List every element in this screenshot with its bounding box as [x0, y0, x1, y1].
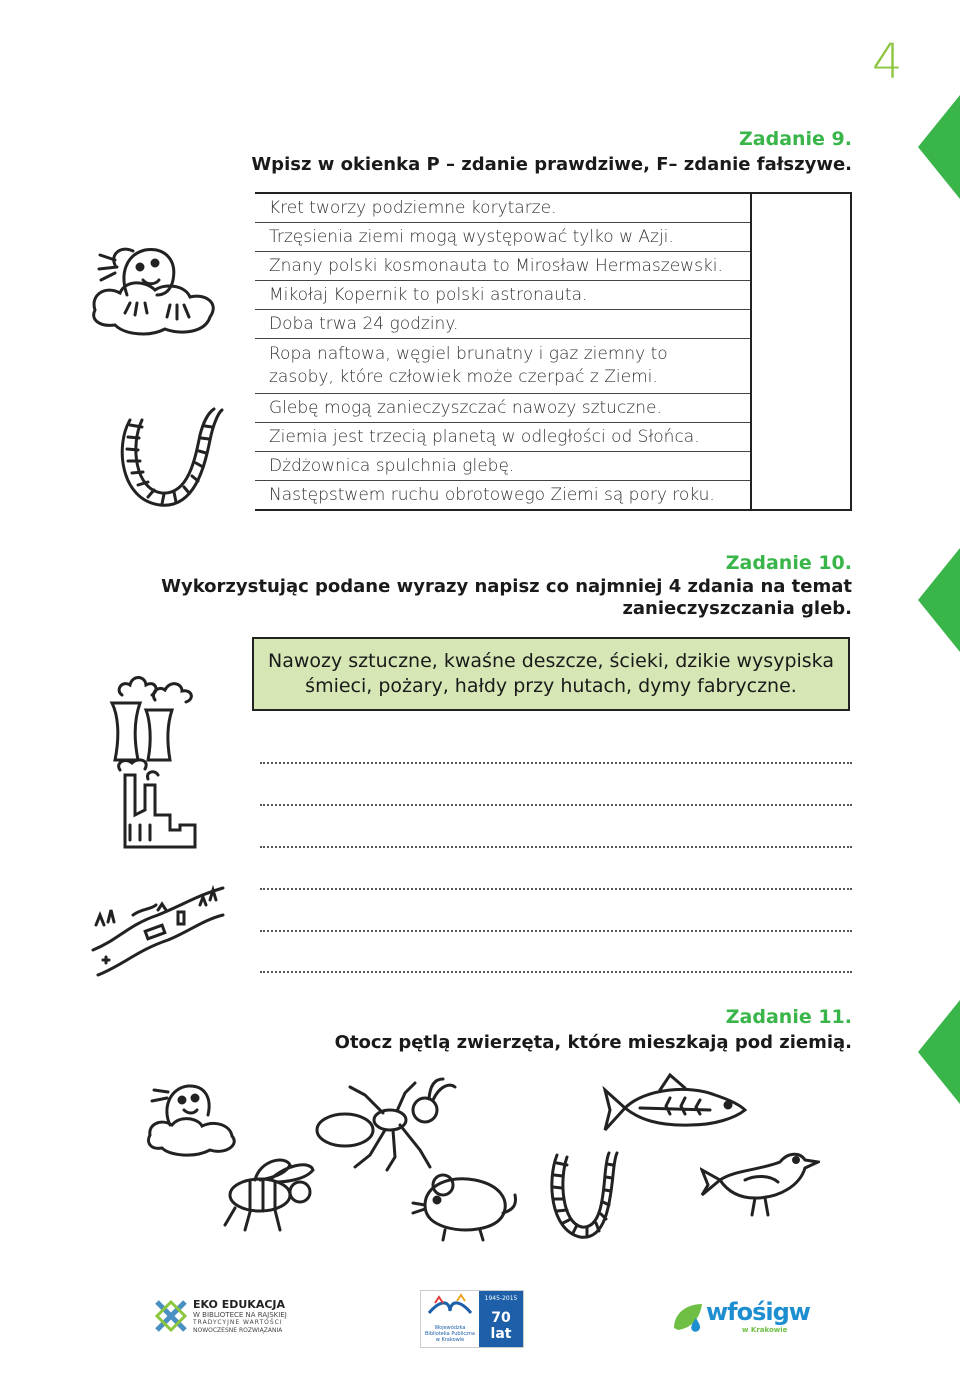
statement: Trzęsienia ziemi mogą występować tylko w Azji.	[255, 223, 751, 252]
statement: Mikołaj Kopernik to polski astronauta.	[255, 281, 751, 310]
statement: Ropa naftowa, węgiel brunatny i gaz ziemny to zasoby, które człowiek może czerpać z Ziemi.	[255, 339, 751, 394]
mole-animal[interactable]	[140, 1070, 280, 1160]
statement: Kret tworzy podziemne korytarze.	[255, 193, 751, 223]
library-anniv: 70 lat	[490, 1310, 512, 1342]
task10-instruction-line1: Wykorzystując podane wyrazy napisz co najmniej 4 zdania na temat	[161, 576, 852, 597]
eko-sub2: TRADYCYJNE WARTOŚCI	[193, 1319, 283, 1326]
library-logo	[420, 1290, 524, 1348]
task10-title: Zadanie 10.	[725, 552, 852, 574]
task11-title: Zadanie 11.	[725, 1006, 852, 1028]
mole-illustration	[85, 225, 240, 350]
task11-instruction: Otocz pętlą zwierzęta, które mieszkają pod ziemią.	[334, 1032, 852, 1053]
factory-illustration	[100, 755, 210, 855]
wfosigw-logo	[670, 1298, 810, 1338]
page-number: 4	[872, 34, 903, 90]
worm-illustration	[110, 405, 230, 515]
answer-line[interactable]	[260, 971, 852, 973]
table-row	[255, 193, 851, 223]
statement: Następstwem ruchu obrotowego Ziemi są pory roku.	[255, 481, 751, 511]
eko-edukacja-logo	[155, 1300, 187, 1332]
statement: Ziemia jest trzecią planetą w odległości od Słońca.	[255, 423, 751, 452]
leaf-drop-icon	[670, 1300, 706, 1334]
section-tab-marker	[918, 1000, 960, 1104]
wfos-sub: w Krakowie	[742, 1326, 788, 1334]
answer-line[interactable]	[260, 930, 852, 932]
statement: Glebę mogą zanieczyszczać nawozy sztuczne.	[255, 394, 751, 423]
answer-line[interactable]	[260, 846, 852, 848]
answer-box[interactable]	[751, 193, 851, 510]
true-false-table	[255, 192, 852, 511]
library-name: Wojewódzka Biblioteka Publiczna w Krakowie	[425, 1325, 475, 1343]
cooling-towers-illustration	[100, 665, 210, 765]
task9-title: Zadanie 9.	[739, 128, 852, 150]
eko-edukacja-text	[193, 1299, 287, 1335]
section-tab-marker	[918, 95, 960, 199]
mouse-animal[interactable]	[405, 1155, 525, 1245]
eko-sub1: W BIBLIOTECE NA RAJSKIEJ	[193, 1311, 287, 1319]
statement: Dżdżownica spulchnia glebę.	[255, 452, 751, 481]
answer-line[interactable]	[260, 804, 852, 806]
bee-animal[interactable]	[215, 1150, 335, 1235]
answer-line[interactable]	[260, 888, 852, 890]
eko-title: EKO EDUKACJA	[193, 1298, 286, 1311]
earthworm-animal[interactable]	[545, 1145, 620, 1250]
wfos-name: wfośigw	[706, 1298, 810, 1326]
word-bank-box: Nawozy sztuczne, kwaśne deszcze, ścieki, dzikie wysypiska śmieci, pożary, hałdy przy hutach, dymy fabryczne.	[252, 637, 850, 711]
task9-instruction: Wpisz w okienka P – zdanie prawdziwe, F– zdanie fałszywe.	[251, 154, 852, 175]
polluted-river-illustration	[88, 870, 228, 985]
statement: Znany polski kosmonauta to Mirosław Hermaszewski.	[255, 252, 751, 281]
answer-line[interactable]	[260, 762, 852, 764]
section-tab-marker	[918, 548, 960, 652]
eko-sub3: NOWOCZESNE ROZWIĄZANIA	[193, 1327, 283, 1334]
bird-animal[interactable]	[700, 1140, 820, 1225]
task10-instruction-line2: zanieczyszczania gleb.	[622, 598, 852, 619]
statement: Doba trwa 24 godziny.	[255, 310, 751, 339]
fish-animal[interactable]	[600, 1070, 755, 1145]
library-book-icon	[421, 1291, 479, 1321]
library-years: 1945-2015	[484, 1295, 518, 1302]
